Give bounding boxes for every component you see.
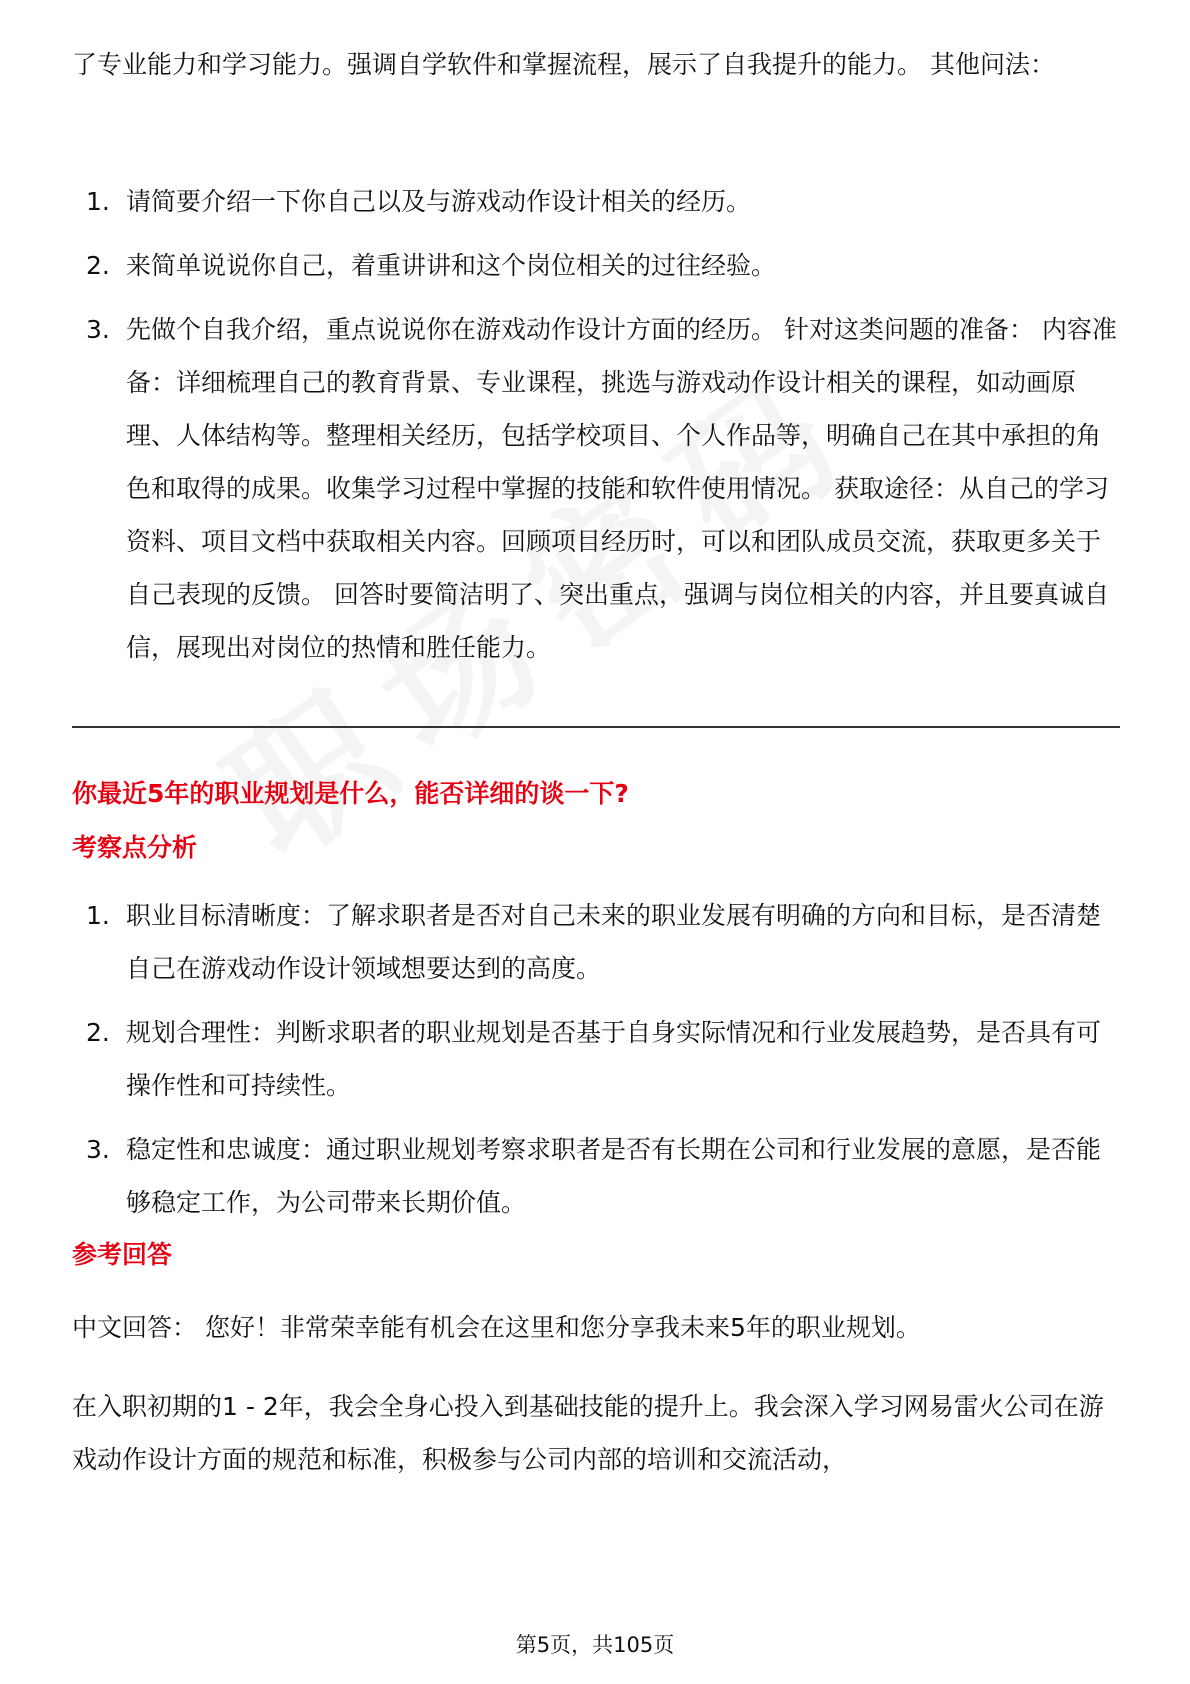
section-divider bbox=[72, 726, 1120, 728]
list-item-number: 3. bbox=[86, 1135, 110, 1164]
list-item-number: 1. bbox=[86, 187, 110, 216]
reference-heading: 参考回答 bbox=[72, 1240, 173, 1269]
list-item-number: 2. bbox=[86, 251, 110, 280]
list-item bbox=[72, 1123, 1120, 1229]
analysis-points-list bbox=[72, 889, 1120, 1240]
other-questions-list bbox=[72, 175, 1120, 685]
answer-paragraph: 中文回答： 您好！非常荣幸能有机会在这里和您分享我未来5年的职业规划。 bbox=[72, 1313, 921, 1342]
list-item bbox=[72, 889, 1120, 995]
answer-paragraph: 在入职初期的1 - 2年，我会全身心投入到基础技能的提升上。我会深入学习网易雷火公司在游戏动作设计方面的规范和标准，积极参与公司内部的培训和交流活动， bbox=[72, 1392, 1104, 1474]
list-item-text: 请简要介绍一下你自己以及与游戏动作设计相关的经历。 bbox=[126, 187, 752, 216]
intro-paragraph: 了专业能力和学习能力。强调自学软件和掌握流程，展示了自我提升的能力。 其他问法： bbox=[72, 50, 1055, 79]
list-item-number: 1. bbox=[86, 901, 110, 930]
list-item bbox=[72, 175, 1120, 228]
list-item-number: 2. bbox=[86, 1018, 110, 1047]
list-item bbox=[72, 1006, 1120, 1112]
list-item-text: 先做个自我介绍，重点说说你在游戏动作设计方面的经历。 针对这类问题的准备： 内容准备：详细梳理自己的教育背景、专业课程，挑选与游戏动作设计相关的课程，如动画原理、人体结构等。整理相关经历，包括学校项目、个人作品等，明确自己在其中承担的角色和取得的成果。收集学习过程中掌握的技能和软件使用情况。 获取途径：从自己的学习资料、项目文档中获取相关内容。回顾项目经历时，可以和团队成员交流，获取更多关于自己表现的反馈。 回答时要简洁明了、突出重点，强调与岗位相关的内容，并且要真诚自信，展现出对岗位的热情和胜任能力。 bbox=[126, 315, 1117, 662]
analysis-heading: 考察点分析 bbox=[72, 833, 198, 862]
list-item bbox=[72, 239, 1120, 292]
list-item bbox=[72, 303, 1120, 674]
question-title: 你最近5年的职业规划是什么，能否详细的谈一下? bbox=[72, 779, 629, 808]
list-item-text: 稳定性和忠诚度：通过职业规划考察求职者是否有长期在公司和行业发展的意愿，是否能够稳定工作，为公司带来长期价值。 bbox=[126, 1135, 1102, 1217]
list-item-number: 3. bbox=[86, 315, 110, 344]
list-item-text: 来简单说说你自己，着重讲讲和这个岗位相关的过往经验。 bbox=[126, 251, 777, 280]
list-item-text: 职业目标清晰度：了解求职者是否对自己未来的职业发展有明确的方向和目标，是否清楚自己在游戏动作设计领域想要达到的高度。 bbox=[126, 901, 1102, 983]
page-footer: 第5页，共105页 bbox=[515, 1633, 675, 1657]
list-item-text: 规划合理性：判断求职者的职业规划是否基于自身实际情况和行业发展趋势，是否具有可操作性和可持续性。 bbox=[126, 1018, 1102, 1100]
